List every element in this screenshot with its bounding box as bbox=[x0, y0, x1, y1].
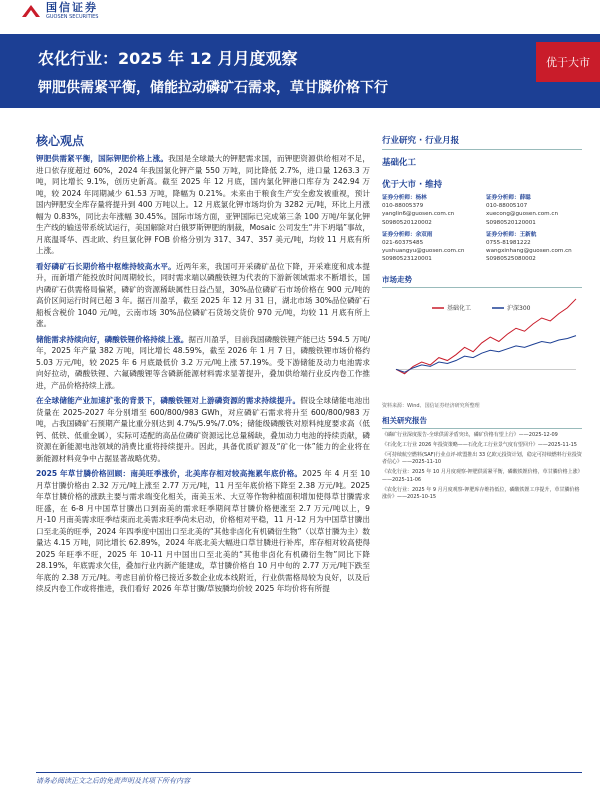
report-title: 农化行业：2025 年 12 月月度观察 bbox=[38, 49, 298, 68]
analyst-card: 证券分析师：薛聪 010-88005107 xuecong@guosen.com.cn S0980520120001 bbox=[486, 195, 559, 226]
chart-source: 资料来源：Wind、国信证券经济研究所整理 bbox=[382, 402, 480, 409]
related-item[interactable]: 《农化行业：2025 年 9 月月度观察-钾肥库存维持低位，磷酸铁锂工序提升，草甘膦价格涨价》——2025-10-15 bbox=[382, 486, 580, 501]
analyst-card: 证券分析师：王新航 0755-81981222 wangxinhang@guosen.com.cn S0980525080002 bbox=[486, 231, 572, 263]
logo-cn: 国信证券 bbox=[46, 1, 98, 14]
rating-maintain: 优于大市 · 维持 bbox=[382, 180, 443, 190]
footer-disclaimer: 请务必阅读正文之后的免责声明及其项下所有内容 bbox=[36, 777, 190, 785]
report-category: 行业研究 · 行业月报 bbox=[382, 134, 582, 150]
market-trend-title: 市场走势 bbox=[382, 274, 582, 288]
footer-divider bbox=[36, 772, 582, 773]
guosen-logo-icon bbox=[20, 3, 42, 19]
report-subcategory: 基础化工 bbox=[382, 158, 417, 168]
related-item[interactable]: 《石化化工行业 2026 年投资策略——石化化工行业景气度有望回升》——2025-11-15 bbox=[382, 441, 577, 448]
analyst-card: 证券分析师：余双雨 021-60375485 yushuangyu@guosen.com.cn S0980523120001 bbox=[382, 231, 465, 263]
related-item[interactable]: 《磷矿行业深度报告-全球供需矛盾突出，磷矿价格有望上行》——2025-12-09 bbox=[382, 431, 558, 438]
series-line-0 bbox=[396, 299, 576, 374]
legend-label: 沪深300 bbox=[507, 304, 531, 312]
rating-tab: 优于大市 bbox=[536, 42, 600, 82]
related-title: 相关研究报告 bbox=[382, 415, 582, 429]
sidebar bbox=[382, 134, 582, 501]
analyst-card: 证券分析师：杨林 010-88005379 yanglin6@guosen.com.cn S0980520120002 bbox=[382, 195, 455, 226]
analyst-list bbox=[382, 194, 582, 268]
paragraph-glyphosate: 2025 年草甘膦价格回顾：南美旺季涨价，北美库存相对较高拖累年底价格。2025 年 4 月至 10 月草甘膦价格由 2.32 万元/吨上涨至 2.77 万元/吨，11 月至年底价格下降至 2.38 万元/吨。2025 年草甘膦价格的涨跌主要与需求端变化相关，南美玉米、大豆等作物种植面积增加使得草甘膦需求旺盛，在 6-8 月中国草甘膦出口到南美的需求旺季期间草甘膦价格便涨至 2.7 万元/吨以上，9 月-10 月南美需求旺季结束而北美需求旺季尚未启动，价格相对平稳，11 月-12 月为中国草甘膦出口至北美的旺季，2024 年四季度中国出口至北美的“其他非卤化有机磷衍生物”（以草甘膦为主）数量达 4.15 万吨，同比增长 62.89%，2024 年底北美大幅进口草甘膦进行补库，库存相对较高使得 2025 年旺季不旺，2025 年 10-11 月中国出口至北美的“其他非卤化有机磷衍生物”同比下降 28.19%，年底需求欠佳，叠加行业内新产能建成，草甘膦价格自 10 月中旬的 2.77 万元/吨下跌至年底的 2.38 万元/吨。考虑目前价格已接近多数企业成本线附近，行业供需格局较为良好，以及后续反内卷工作或将推进，我们看好 2026 年草甘膦/草铵膦均价较 2025 年均价将有所提 bbox=[36, 469, 370, 593]
market-trend-chart bbox=[382, 288, 582, 398]
logo-en: GUOSEN SECURITIES bbox=[46, 14, 99, 20]
legend-label: 基础化工 bbox=[447, 304, 472, 312]
related-item[interactable]: 《可持续航空燃料(SAF)行业点评-欧盟推出 33 亿欧元投资计划，稳定可持续燃料行业投资者信心》——2025-11-10 bbox=[382, 452, 582, 466]
related-item[interactable]: 《农化行业：2025 年 10 月月度观察-钾肥供需紧平衡，磷酸铁锂价格，草甘膦价格上涨》——2025-11-06 bbox=[382, 469, 581, 483]
section-title: 核心观点 bbox=[36, 134, 85, 148]
series-line-1 bbox=[396, 335, 576, 372]
logo bbox=[20, 2, 98, 20]
paragraph-storage-demand: 在全球储能产业加速扩张的背景下，磷酸铁锂对上游磷资源的需求持续提升。假设全球储能电池出货量在 2025-2027 年分别增至 600/800/983 GWh，对应磷矿石需求将升至 600/800/983 万吨，占我国磷矿石预期产量比重分别达到 4.7%/5.9%/7.0%；储能级磷酸铁对原料纯度要求高（低钙、低铁、低重金属），实际可适配的高品位磷矿资源远比总量稀缺，叠加动力电池的持续贡献，磷资源在新能源电池领域的消费比重将持续提升。因此，具备优质矿源及“矿化一体”能力的企业将在新能源材料竞争中占据显著战略优势。 bbox=[36, 396, 370, 463]
paragraph-lfp: 储能需求持续向好，磷酸铁锂价格持续上涨。据百川盈孚，目前我国磷酸铁锂产能已达 594.5 万吨/年，2025 年产量 382 万吨，同比增长 48.59%，截至 2026 年 1 月 7 日，磷酸铁锂市场价格约 5.03 万元/吨，较 2025 年 6 月底最低价 3.2 万元/吨上涨 57.19%。受下游储能及动力电池需求向好拉动，磷酸铁锂、六氟磷酸锂等含磷新能源材料需求显著提升，叠加供给端行业反内卷工作推进，产品价格持续上涨。 bbox=[36, 334, 371, 390]
paragraph-potash: 钾肥供需紧平衡，国际钾肥价格上涨。我国是全球最大的钾肥需求国，而钾肥资源供给相对不足，进口依存度超过 60%，2024 年我国氯化钾产量 550 万吨，同比降低 2.7%，进口量 1263.3 万吨，同比增长 9.1%，创历史新高。截至 2025 年 12 月底，国内氯化钾港口库存为 242.94 万吨，较 2024 年同期减少 61.53 万吨，降幅为 0.21%。未来由于粮食生产安全愈发被重视，预计国内钾肥安全库存量将提升到 400 万吨以上。12 月底氯化钾市场均价为 3282 元/吨，环比上月涨幅为 0.83%，同比去年涨幅 30.45%。国际市场方面，亚钾国际已完成第三条 100 万吨/年氯化钾生产线的输送带系统试运行，美国解除对白俄罗斯钾肥的制裁，Mosaic 公司发生“井下坍塌”事故，月底温哥华、西北欧、约旦氯化钾 FOB 价格分别为 317、347、357 美元/吨，均较 11 月底有所上涨。 bbox=[36, 154, 371, 255]
core-views bbox=[36, 132, 370, 599]
paragraph-phosphate-rock: 看好磷矿石长期价格中枢维持较高水平。近两年来，我国可开采磷矿品位下降，开采难度和成本提升，而新增产能投放时间周期较长，同时需求端以磷酸铁锂为代表的下游新领域需求不断增长，国内磷矿石供需格局偏紧，磷矿的资源稀缺属性日益凸显，30%品位磷矿石市场价格在 900 元/吨的高价区间运行时间已超 3 年。据百川盈孚，截至 2025 年 12 月 31 日，湖北市场 30%品位磷矿石船板含税价 1040 元/吨，云南市场 30%品位磷矿石货场交货价 970 元/吨，均较 11 月底有所上涨。 bbox=[36, 261, 370, 328]
report-subtitle: 钾肥供需紧平衡，储能拉动磷矿石需求，草甘膦价格下行 bbox=[38, 80, 388, 96]
